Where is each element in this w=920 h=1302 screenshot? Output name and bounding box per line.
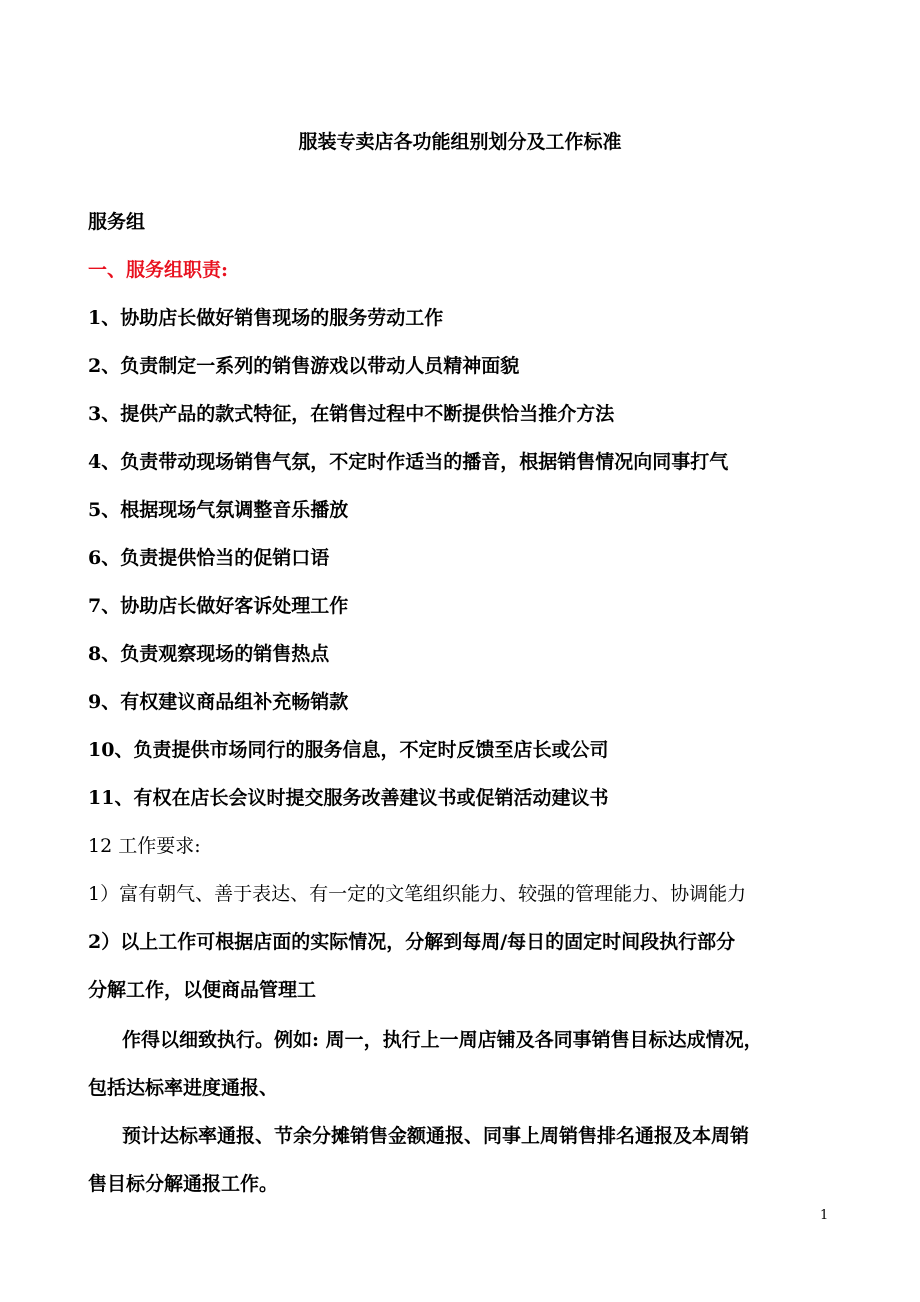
requirement-item-continuation: 分解工作，以便商品管理工	[88, 979, 317, 1001]
requirement-item: 2）以上工作可根据店面的实际情况，分解到每周/每日的固定时间段执行部分	[88, 931, 736, 953]
duty-item: 10、负责提供市场同行的服务信息，不定时反馈至店长或公司	[88, 739, 609, 761]
group-name: 服务组	[88, 211, 146, 233]
duty-item: 4、负责带动现场销售气氛，不定时作适当的播音，根据销售情况向同事打气	[88, 451, 729, 473]
duty-item: 2、负责制定一系列的销售游戏以带动人员精神面貌	[88, 355, 520, 377]
example-paragraph-continuation: 售目标分解通报工作。	[88, 1173, 279, 1195]
duty-item: 5、根据现场气氛调整音乐播放	[88, 499, 349, 521]
document-title: 服装专卖店各功能组别划分及工作标准	[298, 131, 622, 153]
example-paragraph-continuation: 包括达标率进度通报、	[88, 1077, 279, 1099]
requirements-heading: 12 工作要求:	[88, 835, 201, 857]
page-number: 1	[820, 1208, 829, 1223]
duty-item: 9、有权建议商品组补充畅销款	[88, 691, 349, 713]
duty-item: 11、有权在店长会议时提交服务改善建议书或促销活动建议书	[88, 787, 609, 809]
duty-item: 6、负责提供恰当的促销口语	[88, 547, 330, 569]
example-paragraph: 预计达标率通报、节余分摊销售金额通报、同事上周销售排名通报及本周销	[122, 1125, 750, 1147]
example-paragraph: 作得以细致执行。例如: 周一，执行上一周店铺及各同事销售目标达成情况，	[122, 1029, 763, 1051]
duty-item: 7、协助店长做好客诉处理工作	[88, 595, 349, 617]
duty-item: 8、负责观察现场的销售热点	[88, 643, 330, 665]
requirement-item: 1）富有朝气、善于表达、有一定的文笔组织能力、较强的管理能力、协调能力	[88, 883, 747, 905]
duty-item: 1、协助店长做好销售现场的服务劳动工作	[88, 307, 444, 329]
section-heading: 一、服务组职责:	[88, 259, 229, 281]
duty-item: 3、提供产品的款式特征，在销售过程中不断提供恰当推介方法	[88, 403, 615, 425]
